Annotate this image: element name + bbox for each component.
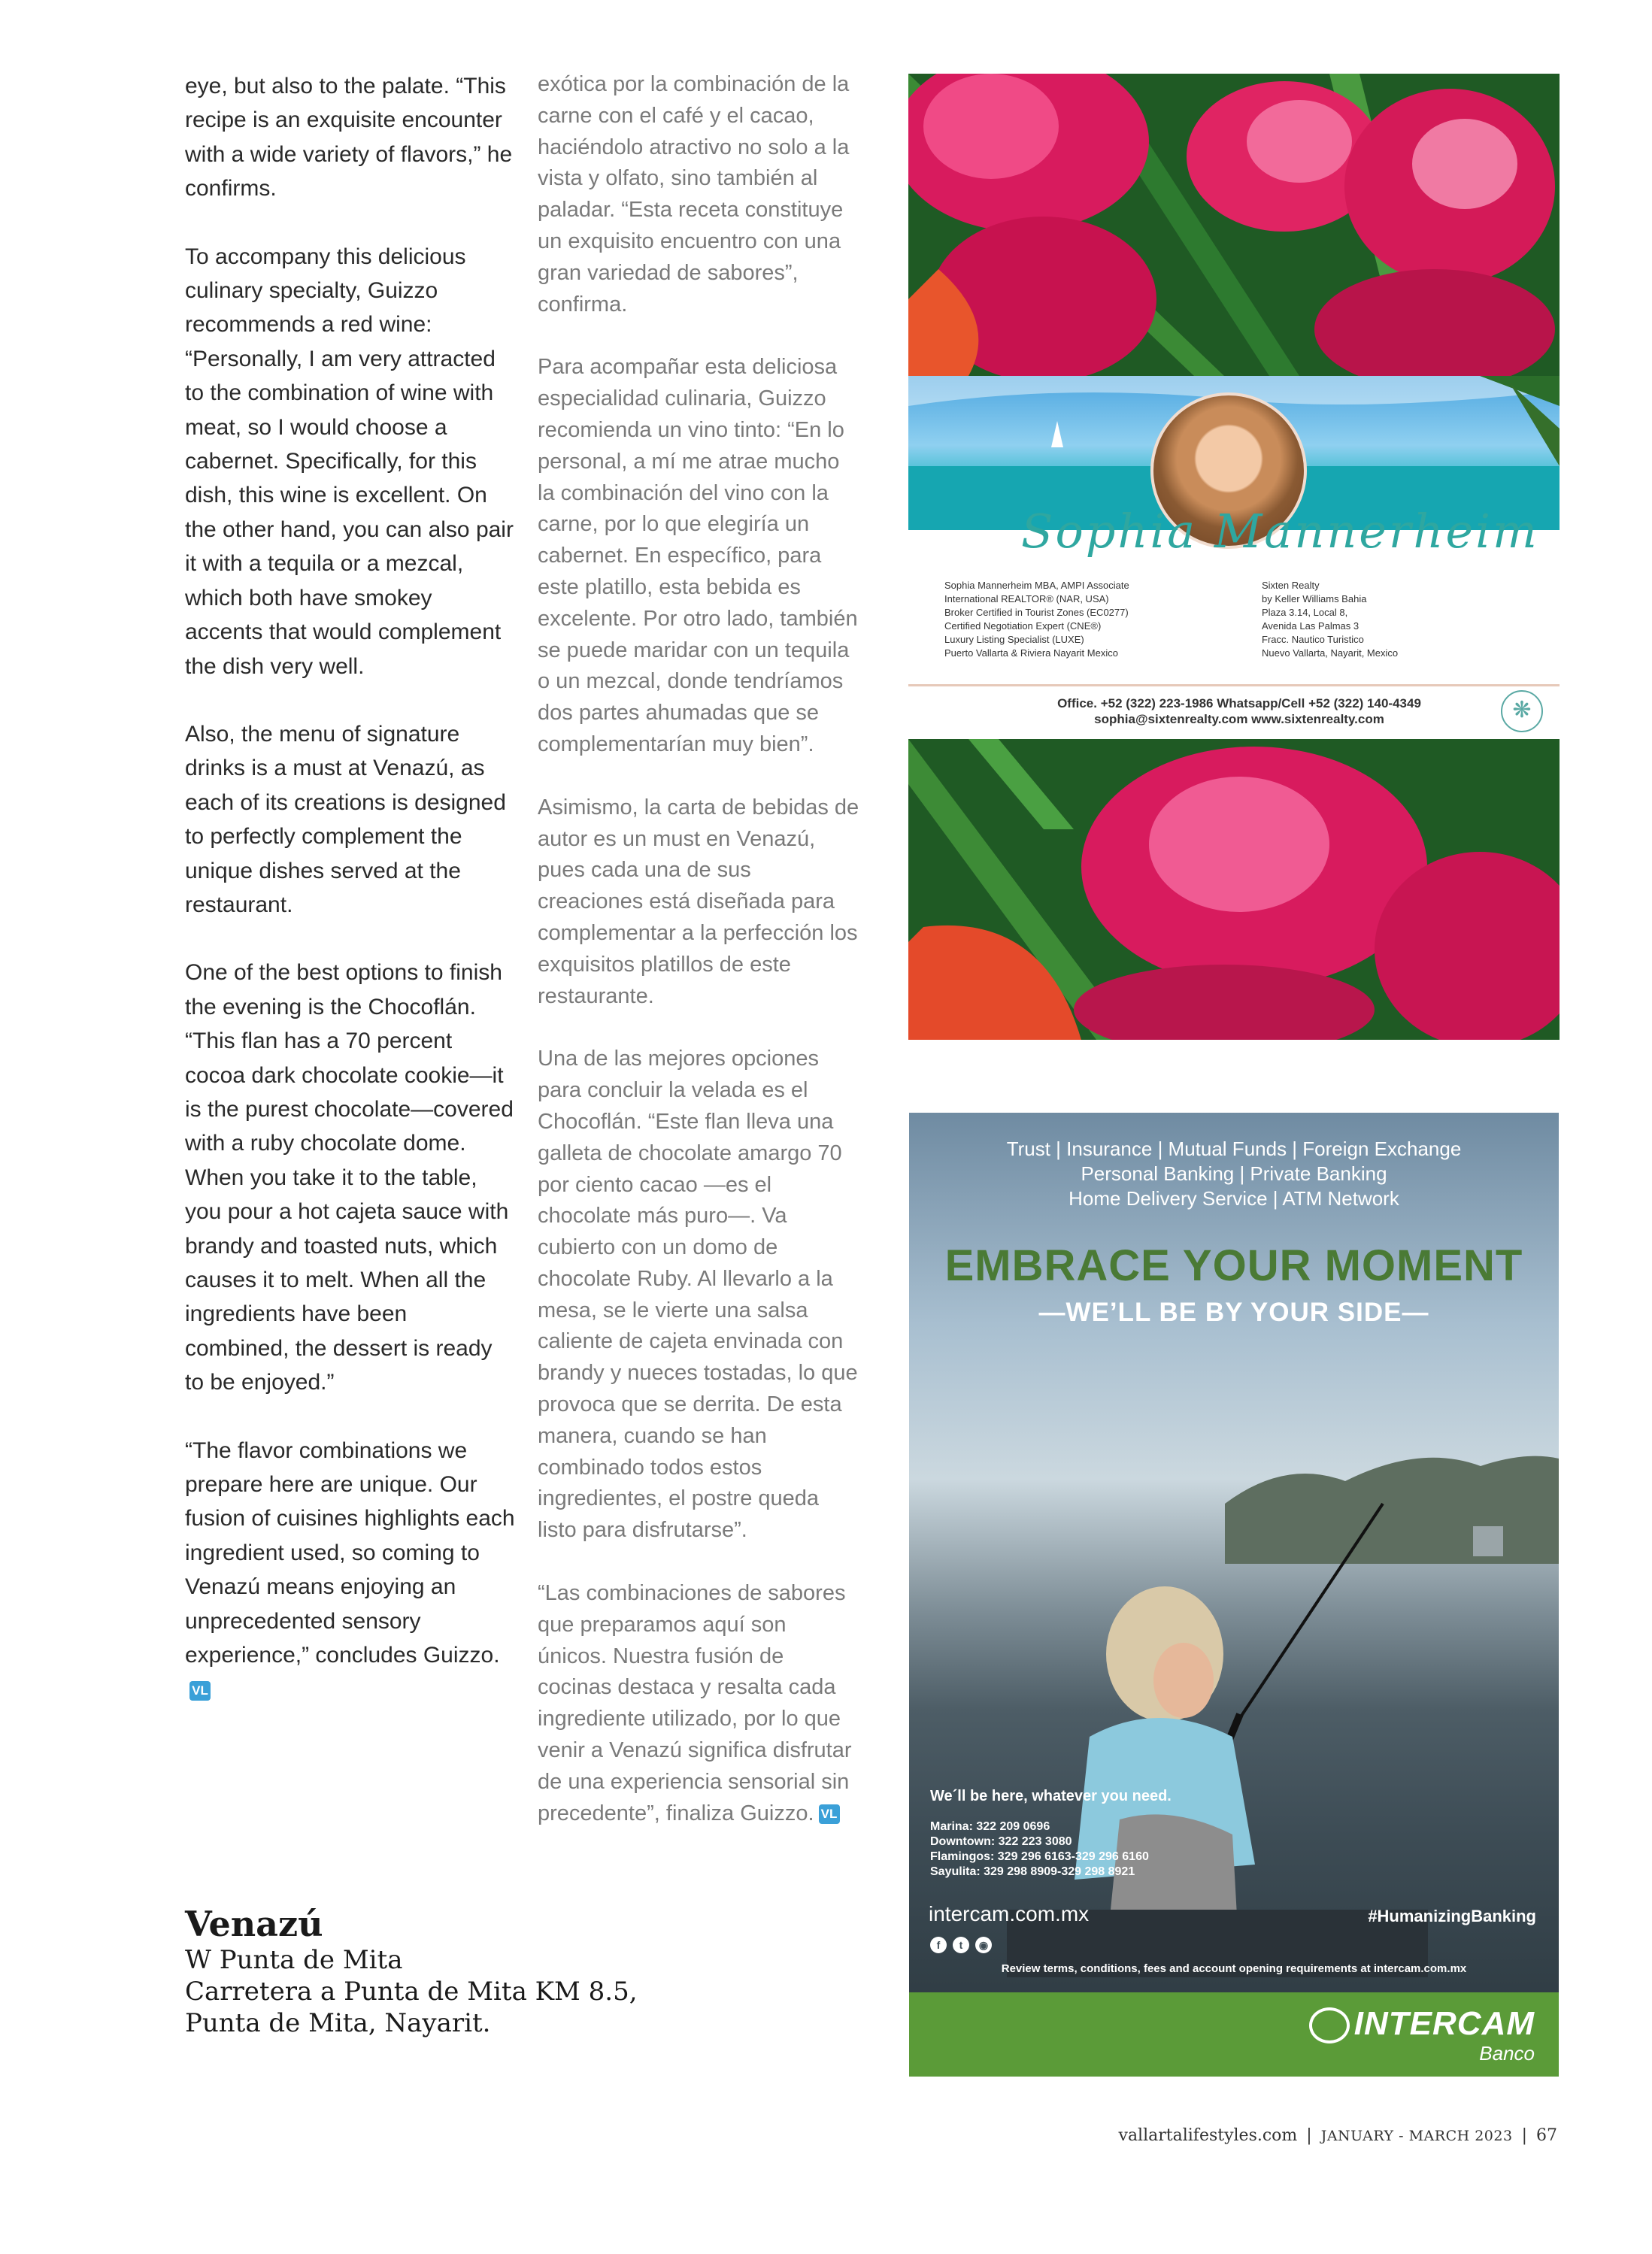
social-icons[interactable] bbox=[930, 1937, 998, 1953]
intercam-logo-icon bbox=[1309, 2007, 1350, 2043]
address-line: Avenida Las Palmas 3 bbox=[1262, 620, 1359, 632]
venue-city: Punta de Mita, Nayarit. bbox=[185, 2008, 491, 2038]
bank-branch-list bbox=[930, 1819, 1149, 1880]
bank-terms: Review terms, conditions, fees and account opening requirements at intercam.com.mx bbox=[1001, 1962, 1467, 1975]
english-paragraph: To accompany this delicious culinary specialty, Guizzo recommends a red wine: “Personally, I am very attracted to the combination of wine with meat, so I would choose a cabernet. Specifically, for this dish, this wine is excellent. On the other hand, you can also pair it with a tequila or a mezcal, which both have smokey accents that would complement the dish very well. bbox=[185, 244, 514, 679]
spanish-paragraph: Una de las mejores opciones para concluir la velada es el Chocoflán. “Este flan lleva una galleta de chocolate amargo 70 por ciento cacao —es el chocolate más puro—. Va cubierto con un domo de chocolate Ruby. Al llevarlo a la mesa, se le vierte una salsa caliente de cajeta envinada con brandy y nueces tostadas, lo que provoca que se derrita. De esta manera, cuando se han combinado todos estos ingredientes, el postre queda listo para disfrutarse”. bbox=[538, 1047, 858, 1543]
realtor-advertisement[interactable] bbox=[908, 74, 1560, 1040]
realtor-credentials bbox=[944, 579, 1245, 660]
branch-phone: Flamingos: 329 296 6163-329 296 6160 bbox=[930, 1850, 1149, 1863]
credential-line: Puerto Vallarta & Riviera Nayarit Mexico bbox=[944, 647, 1118, 659]
bank-subheadline: —WE’LL BE BY YOUR SIDE— bbox=[1038, 1298, 1429, 1327]
english-paragraph-text: “The flavor combinations we prepare here are unique. Our fusion of cuisines highlights each ingredient used, so coming to Venazú means enjoying an unprecedented sensory experience,” concludes Guizzo. bbox=[185, 1438, 515, 1668]
venue-address: Carretera a Punta de Mita KM 8.5, bbox=[185, 1977, 638, 2007]
twitter-icon[interactable]: t bbox=[953, 1937, 969, 1953]
services-line: Trust | Insurance | Mutual Funds | Foreign Exchange bbox=[1006, 1138, 1462, 1160]
realtor-phones: Office. +52 (322) 223-1986 Whatsapp/Cell +52 (322) 140-4349 bbox=[1057, 696, 1421, 710]
realtor-email-web[interactable]: sophia@sixtenrealty.com www.sixtenrealty.com bbox=[1094, 712, 1384, 726]
bank-services bbox=[909, 1137, 1559, 1211]
footer-issue: JANUARY - MARCH 2023 bbox=[1320, 2128, 1513, 2144]
realtor-business-card bbox=[908, 376, 1560, 739]
english-paragraph-final bbox=[185, 1434, 516, 1707]
vl-end-mark-icon: VL bbox=[819, 1804, 840, 1824]
facebook-icon[interactable]: f bbox=[930, 1937, 947, 1953]
spanish-paragraph: Para acompañar esta deliciosa especialidad culinaria, Guizzo recomienda un vino tinto: “En lo personal, a mí me atrae mucho la combinación del vino con la carne, por lo que elegiría un cabernet. En específico, para este platillo, esta bebida es excelente. Por otro lado, también se puede maridar con un tequila o un mezcal, donde tendríamos dos partes ahumadas que se complementarían muy bien”. bbox=[538, 355, 858, 756]
bank-brand-bar bbox=[909, 1992, 1559, 2077]
realtor-office-address bbox=[1262, 579, 1457, 660]
intercam-logo bbox=[1309, 2007, 1535, 2063]
spanish-paragraph-final bbox=[538, 1578, 861, 1829]
footer-separator: | bbox=[1306, 2126, 1312, 2145]
bank-headline: EMBRACE YOUR MOMENT bbox=[944, 1241, 1523, 1290]
credential-line: Luxury Listing Specialist (LUXE) bbox=[944, 634, 1084, 645]
branch-phone: Sayulita: 329 298 8909-329 298 8921 bbox=[930, 1865, 1135, 1878]
spanish-paragraph-text: “Las combinaciones de sabores que preparamos aquí son únicos. Nuestra fusión de cocinas destaca y resalta cada ingrediente utilizado, por lo que venir a Venazú significa disfrutar de una experiencia sensorial sin precedente”, finaliza Guizzo. bbox=[538, 1581, 852, 1825]
branch-phone: Downtown: 322 223 3080 bbox=[930, 1835, 1072, 1848]
realtor-contact[interactable] bbox=[984, 695, 1495, 727]
vl-end-mark-icon: VL bbox=[189, 1681, 211, 1701]
english-paragraph: Also, the menu of signature drinks is a must at Venazú, as each of its creations is designed to perfectly complement the unique dishes served at the restaurant. bbox=[185, 721, 506, 917]
venue-info bbox=[185, 1904, 638, 2039]
footer-site[interactable]: vallartalifestyles.com bbox=[1118, 2126, 1298, 2145]
leaf-logo-icon: ❋ bbox=[1501, 690, 1543, 732]
services-line: Home Delivery Service | ATM Network bbox=[1068, 1187, 1399, 1210]
flowers-image-top bbox=[908, 74, 1560, 376]
spanish-article-column bbox=[538, 69, 861, 1861]
branch-phone: Marina: 322 209 0696 bbox=[930, 1820, 1050, 1833]
credential-line: Certified Negotiation Expert (CNE®) bbox=[944, 620, 1102, 632]
logo-name: INTERCAM bbox=[1353, 2005, 1535, 2042]
english-paragraph: One of the best options to finish the evening is the Chocoflán. “This flan has a 70 percent cocoa dark chocolate cookie—it is the purest chocolate—covered with a ruby chocolate dome. When you take it to the table, you pour a hot cajeta sauce with brandy and toasted nuts, which causes it to melt. When all the ingredients have been combined, the dessert is ready to be enjoyed.” bbox=[185, 960, 514, 1395]
bank-tagline: We´ll be here, whatever you need. bbox=[930, 1788, 1172, 1804]
realtor-signature: Sophia Mannerheim bbox=[1021, 504, 1539, 559]
bank-advertisement[interactable] bbox=[909, 1113, 1559, 2077]
address-line: Plaza 3.14, Local 8, bbox=[1262, 607, 1348, 618]
english-paragraph: eye, but also to the palate. “This recipe is an exquisite encounter with a wide variety of flavors,” he confirms. bbox=[185, 74, 513, 201]
venue-line: W Punta de Mita bbox=[185, 1945, 403, 1975]
address-line: Nuevo Vallarta, Nayarit, Mexico bbox=[1262, 647, 1399, 659]
spanish-paragraph: exótica por la combinación de la carne con el café y el cacao, haciéndolo atractivo no solo a la vista y olfato, sino también al paladar. “Esta receta constituye un exquisito encuentro con una gran variedad de sabores”, confirma. bbox=[538, 72, 850, 317]
instagram-icon[interactable]: ◉ bbox=[975, 1937, 992, 1953]
credential-line: Sophia Mannerheim MBA, AMPI Associate bbox=[944, 580, 1129, 591]
address-line: Fracc. Nautico Turistico bbox=[1262, 634, 1364, 645]
page-footer bbox=[1119, 2126, 1557, 2145]
services-line: Personal Banking | Private Banking bbox=[1081, 1162, 1387, 1185]
address-line: Sixten Realty bbox=[1262, 580, 1320, 591]
spanish-paragraph: Asimismo, la carta de bebidas de autor es un must en Venazú, pues cada una de sus creaciones está diseñada para complementar a la perfección los exquisitos platillos de este restaurante. bbox=[538, 795, 859, 1008]
logo-sub: Banco bbox=[1479, 2042, 1535, 2065]
page-number: 67 bbox=[1536, 2126, 1557, 2145]
english-article-column bbox=[185, 69, 516, 1740]
credential-line: International REALTOR® (NAR, USA) bbox=[944, 593, 1109, 604]
address-line: by Keller Williams Bahia bbox=[1262, 593, 1367, 604]
credential-line: Broker Certified in Tourist Zones (EC0277) bbox=[944, 607, 1129, 618]
flowers-image-bottom bbox=[908, 739, 1560, 1040]
bank-website-link[interactable]: intercam.com.mx bbox=[929, 1902, 1090, 1925]
footer-separator: | bbox=[1521, 2126, 1527, 2145]
card-divider bbox=[908, 684, 1560, 686]
bank-hashtag: #HumanizingBanking bbox=[1368, 1907, 1536, 1925]
venue-name: Venazú bbox=[185, 1904, 323, 1944]
